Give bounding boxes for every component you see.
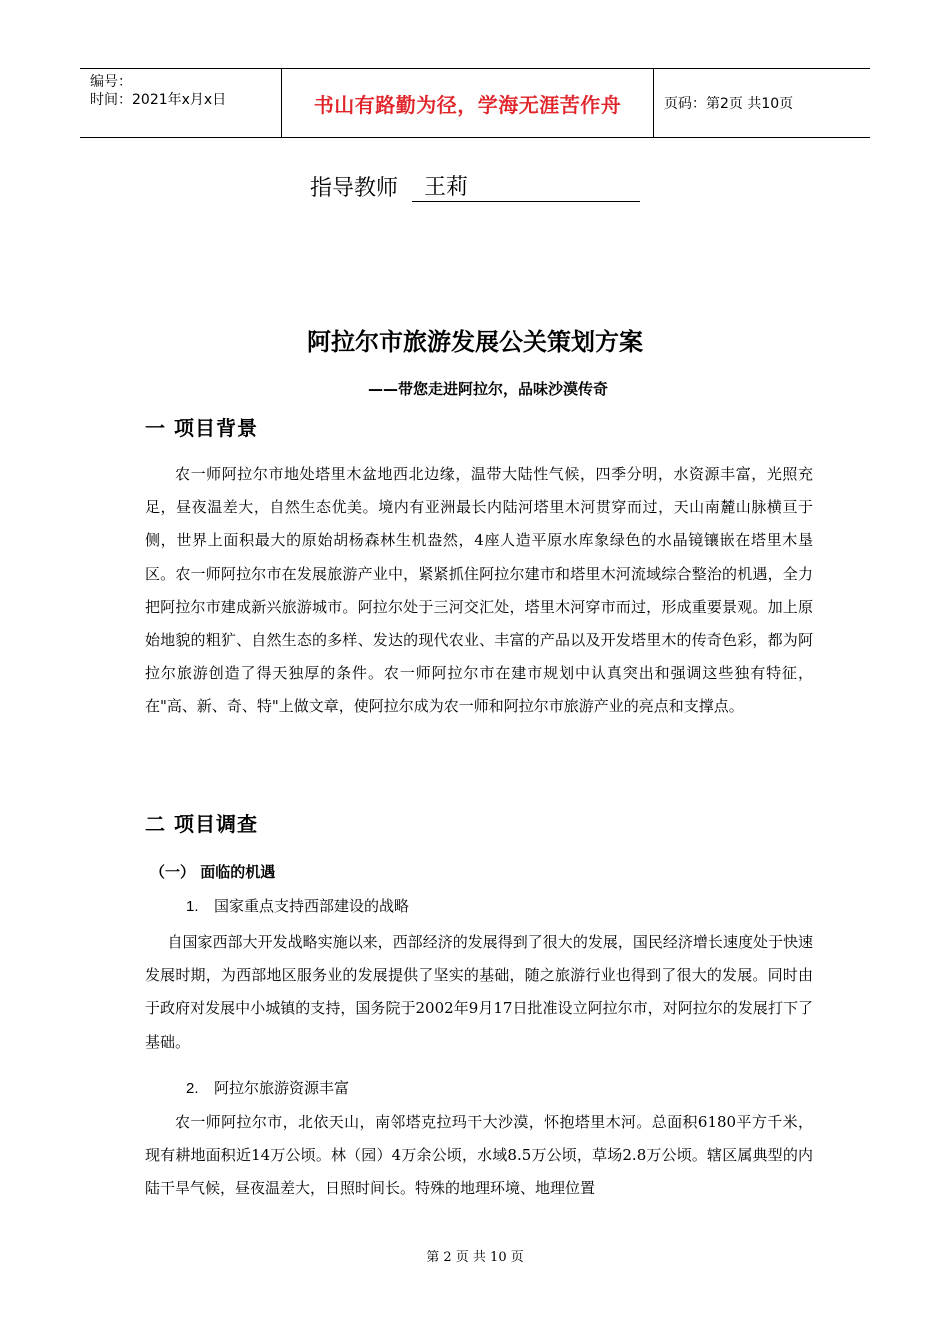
list-item-1-number: 1. [186, 898, 199, 915]
paragraph-background: 农一师阿拉尔市地处塔里木盆地西北边缘，温带大陆性气候，四季分明，水资源丰富，光照充足，昼夜温差大，自然生态优美。境内有亚洲最长内陆河塔里木河贯穿而过，天山南麓山脉横亘于侧，世界上面积最大的原始胡杨森林生机盎然，4座人造平原水库象绿色的水晶镜镶嵌在塔里木垦区。农一师阿拉尔市在发展旅游产业中，紧紧抓住阿拉尔建市和塔里木河流域综合整治的机遇，全力把阿拉尔市建成新兴旅游城市。阿拉尔处于三河交汇处，塔里木河穿市而过，形成重要景观。加上原始地貌的粗犷、自然生态的多样、发达的现代农业、丰富的产品以及开发塔里木的传奇色彩，都为阿拉尔旅游创造了得天独厚的条件。农一师阿拉尔市在建市规划中认真突出和强调这些独有特征，在"高、新、奇、特"上做文章，使阿拉尔成为农一师和阿拉尔市旅游产业的亮点和支撑点。 [145, 465, 813, 716]
header-motto-cell [282, 69, 654, 137]
list-item-2-number: 2. [186, 1080, 199, 1097]
subsection-heading-opportunities: （一） 面临的机遇 [150, 863, 276, 881]
advisor-label: 指导教师 [310, 176, 399, 201]
document-title: 阿拉尔市旅游发展公关策划方案 [307, 328, 643, 356]
number-label: 编号： [90, 74, 132, 90]
paragraph-resources: 农一师阿拉尔市，北依天山，南邻塔克拉玛干大沙漠，怀抱塔里木河。总面积6180平方千米，现有耕地面积近14万公顷。林（园）4万余公顷，水域8.5万公顷，草场2.8万公顷。辖区属典型的内陆干旱气候，昼夜温差大，日照时间长。特殊的地理环境、地理位置 [145, 1113, 813, 1198]
header-page-cell [654, 69, 870, 137]
section-heading-background: 一 项目背景 [145, 416, 258, 440]
paragraph-strategy: 自国家西部大开发战略实施以来，西部经济的发展得到了很大的发展，国民经济增长速度处于快速发展时期，为西部地区服务业的发展提供了坚实的基础，随之旅游行业也得到了很大的发展。同时由于政府对发展中小城镇的支持，国务院于2002年9月17日批准设立阿拉尔市，对阿拉尔的发展打下了基础。 [145, 933, 813, 1051]
header-table [80, 68, 870, 138]
page-footer: 第 2 页 共 10 页 [426, 1250, 524, 1265]
document-subtitle: ——带您走进阿拉尔，品味沙漠传奇 [368, 380, 609, 398]
page-info: 页码：第2页 共10页 [664, 96, 794, 112]
advisor-name: 王莉 [412, 170, 640, 202]
motto: 书山有路勤为径，学海无涯苦作舟 [313, 92, 622, 117]
section-heading-survey: 二 项目调查 [145, 812, 258, 836]
list-item-1 [186, 895, 409, 916]
header-left-cell [80, 69, 282, 137]
list-item-1-text: 国家重点支持西部建设的战略 [214, 897, 410, 915]
advisor-line [310, 170, 640, 202]
list-item-2-text: 阿拉尔旅游资源丰富 [214, 1079, 350, 1097]
list-item-2 [186, 1077, 349, 1098]
time-label: 时间：2021年x月x日 [90, 92, 227, 108]
